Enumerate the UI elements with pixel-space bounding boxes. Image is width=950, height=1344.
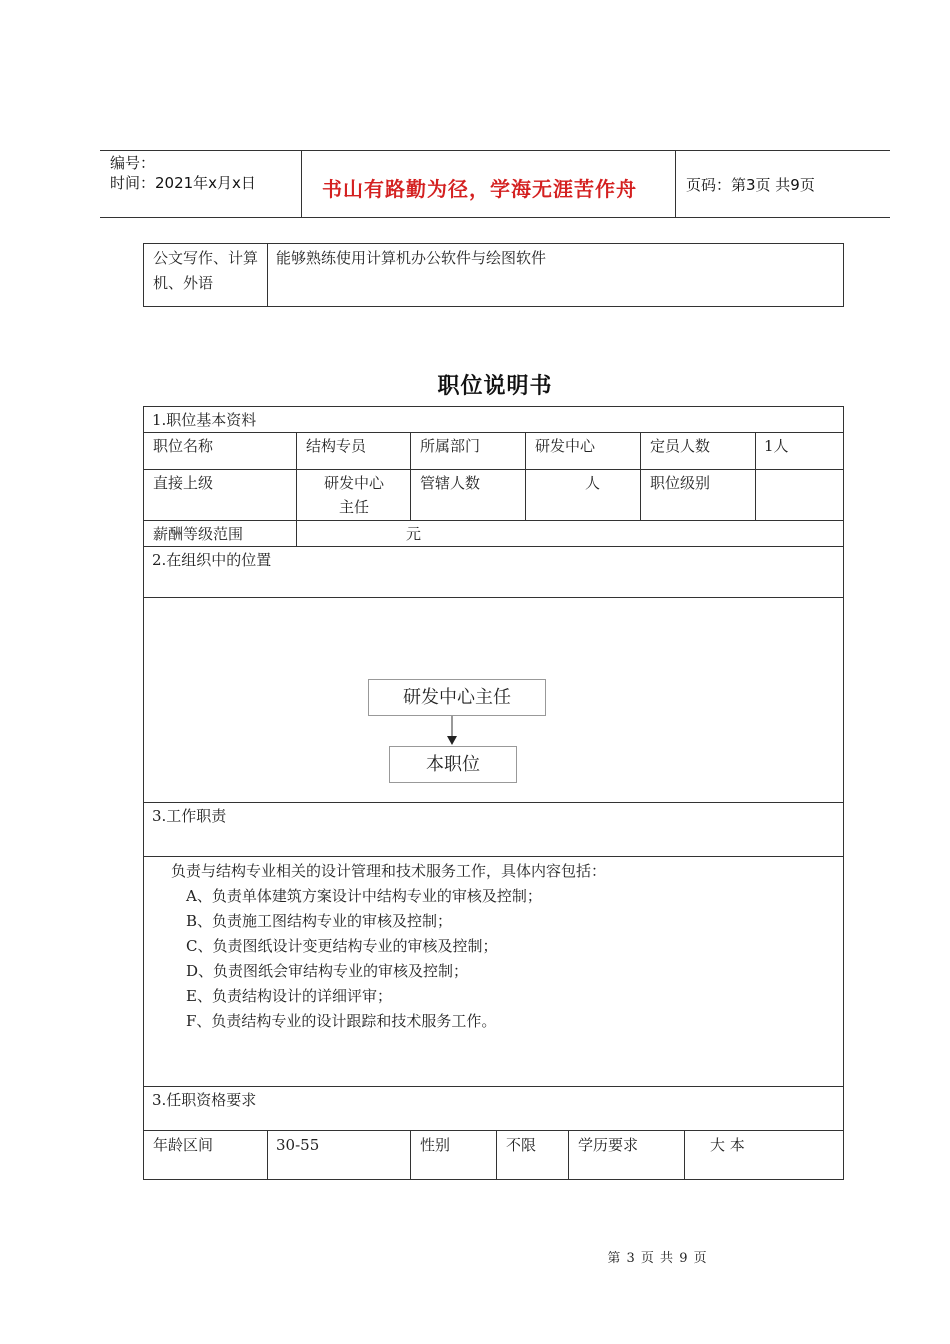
age-range-value: 30-55 [276, 1136, 320, 1154]
header-bottom-rule [100, 217, 890, 218]
rule [640, 432, 641, 520]
rule [267, 1130, 268, 1180]
rule [143, 520, 844, 521]
department-label: 所属部门 [420, 437, 481, 455]
skills-table-divider [267, 243, 268, 307]
duty-item: A、负责单体建筑方案设计中结构专业的审核及控制； [186, 887, 542, 905]
header-divider-right [675, 150, 676, 217]
rule [143, 802, 844, 803]
rule [755, 432, 756, 520]
salary-range-value: 元 [406, 525, 422, 543]
page-code: 页码：第3页 共9页 [686, 176, 815, 194]
duty-item: B、负责施工图结构专业的审核及控制； [186, 912, 453, 930]
gender-value: 不限 [506, 1136, 537, 1154]
org-connector-arrow [444, 716, 460, 746]
org-node-superior: 研发中心主任 [368, 679, 546, 716]
duty-item: D、负责图纸会审结构专业的审核及控制； [186, 962, 469, 980]
duty-item: C、负责图纸设计变更结构专业的审核及控制； [186, 937, 498, 955]
rule [296, 432, 297, 520]
superior-label: 直接上级 [153, 474, 214, 492]
rule [568, 1130, 569, 1180]
rule [143, 469, 844, 470]
duty-item: F、负责结构专业的设计跟踪和技术服务工作。 [186, 1012, 497, 1030]
headcount-label: 定员人数 [650, 437, 711, 455]
duty-item: E、负责结构设计的详细评审； [186, 987, 392, 1005]
position-name-value: 结构专员 [306, 437, 367, 455]
superior-value: 研发中心主任 [323, 474, 384, 516]
salary-range-label: 薪酬等级范围 [153, 525, 244, 543]
rule [143, 432, 844, 433]
headcount-value: 1人 [764, 437, 789, 455]
header-divider-left [301, 150, 302, 217]
rule [410, 432, 411, 520]
header-top-rule [100, 150, 890, 151]
rule [410, 1130, 411, 1180]
doc-time-label: 时间：2021年x月x日 [110, 174, 256, 192]
position-level-label: 职位级别 [650, 474, 711, 492]
duties-intro: 负责与结构专业相关的设计管理和技术服务工作，具体内容包括： [171, 862, 607, 880]
position-name-label: 职位名称 [153, 437, 214, 455]
gender-label: 性别 [420, 1136, 451, 1154]
page-footer: 第 3 页 共 9 页 [607, 1251, 708, 1266]
header-motto: 书山有路勤为径，学海无涯苦作舟 [322, 177, 637, 201]
rule [143, 856, 844, 857]
rule [296, 520, 297, 546]
page-title: 职位说明书 [437, 373, 553, 399]
job-description-form [143, 406, 844, 1180]
rule [143, 1130, 844, 1131]
age-range-label: 年龄区间 [153, 1136, 214, 1154]
org-node-self: 本职位 [389, 746, 517, 783]
rule [143, 1086, 844, 1087]
section-org-position: 2.在组织中的位置 [152, 551, 272, 569]
section-duties: 3.工作职责 [152, 807, 227, 825]
skills-value: 能够熟练使用计算机办公软件与绘图软件 [276, 249, 547, 267]
doc-number-label: 编号： [110, 154, 156, 172]
rule [496, 1130, 497, 1180]
skills-label: 公文写作、计算机、外语 [153, 249, 259, 292]
education-label: 学历要求 [578, 1136, 639, 1154]
subordinates-value: 人 [585, 474, 601, 492]
rule [684, 1130, 685, 1180]
section-requirements: 3.任职资格要求 [152, 1091, 257, 1109]
rule [525, 432, 526, 520]
education-value: 大 本 [710, 1136, 745, 1154]
section-basic-info: 1.职位基本资料 [152, 411, 257, 429]
rule [143, 546, 844, 547]
subordinates-label: 管辖人数 [420, 474, 481, 492]
rule [143, 597, 844, 598]
department-value: 研发中心 [535, 437, 596, 455]
